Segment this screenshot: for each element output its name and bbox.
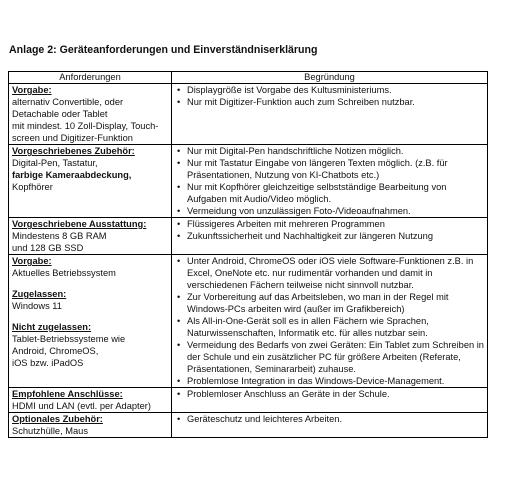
requirement-text: Schutzhülle, Maus xyxy=(12,426,88,436)
reason-cell xyxy=(172,218,488,255)
table-row-zubehoer xyxy=(9,145,488,218)
requirement-heading: Vorgabe: xyxy=(12,256,52,266)
requirement-text: alternativ Convertible, oder xyxy=(12,97,124,107)
requirement-text: Tablet-Betriebssysteme wie xyxy=(12,334,126,344)
requirement-cell xyxy=(9,84,172,145)
reason-cell xyxy=(172,413,488,438)
requirement-text: Aktuelles Betriebssystem xyxy=(12,268,116,278)
reason-list xyxy=(175,255,484,387)
requirement-cell xyxy=(9,145,172,218)
reason-list xyxy=(175,413,484,425)
reason-item: • Flüssigeres Arbeiten mit mehreren Programmen xyxy=(187,218,484,230)
table-row-ausstattung xyxy=(9,218,488,255)
requirement-text: screen und Digitizer-Funktion xyxy=(12,133,133,143)
requirement-cell xyxy=(9,413,172,438)
requirement-heading: Vorgeschriebenes Zubehör: xyxy=(12,146,135,156)
requirement-heading: Zugelassen: xyxy=(12,289,67,299)
reason-item: • Geräteschutz und leichteres Arbeiten. xyxy=(187,413,484,425)
requirement-heading: Vorgeschriebene Ausstattung: xyxy=(12,219,147,229)
requirement-text: mit mindest. 10 Zoll-Display, Touch- xyxy=(12,121,159,131)
requirement-heading: Empfohlene Anschlüsse: xyxy=(12,389,123,399)
requirement-text: iOS bzw. iPadOS xyxy=(12,358,84,368)
requirement-cell xyxy=(9,218,172,255)
requirement-heading: Vorgabe: xyxy=(12,85,52,95)
reason-list xyxy=(175,145,484,217)
requirement-heading: Nicht zugelassen: xyxy=(12,322,92,332)
requirement-text: und 128 GB SSD xyxy=(12,243,84,253)
table-row-optional xyxy=(9,413,488,438)
requirement-text: Windows 11 xyxy=(12,301,62,311)
reason-item: • Als All-in-One-Gerät soll es in allen Fächern wie Sprachen, Naturwissenschaften, Informatik etc. für alles nutzbar sein. xyxy=(187,315,484,339)
reason-list xyxy=(175,388,484,400)
table-row-geraet xyxy=(9,84,488,145)
reason-list xyxy=(175,218,484,242)
reason-cell xyxy=(172,388,488,413)
requirement-text-bold: farbige Kameraabdeckung, xyxy=(12,170,132,180)
requirement-text: Detachable oder Tablet xyxy=(12,109,108,119)
reason-item: • Displaygröße ist Vorgabe des Kultusministeriums. xyxy=(187,84,484,96)
reason-list xyxy=(175,84,484,108)
requirement-text: Android, ChromeOS, xyxy=(12,346,99,356)
table-row-betriebssystem xyxy=(9,255,488,388)
requirement-cell xyxy=(9,388,172,413)
requirement-text: Mindestens 8 GB RAM xyxy=(12,231,107,241)
reason-item: • Unter Android, ChromeOS oder iOS viele Software-Funktionen z.B. in Excel, OneNote etc. nur rudimentär vorhanden und damit in verschiedenen Fächern teilweise nicht sinnvoll nutzbar. xyxy=(187,255,484,291)
reason-cell xyxy=(172,145,488,218)
reason-item: • Nur mit Kopfhörer gleichzeitige selbstständige Bearbeitung von Aufgaben mit Audio/Video möglich. xyxy=(187,181,484,205)
table-row-anschluesse xyxy=(9,388,488,413)
reason-cell xyxy=(172,84,488,145)
reason-item: • Vermeidung des Bedarfs von zwei Geräten: Ein Tablet zum Schreiben in der Schule und ein zusätzlicher PC für größere Arbeiten (Referate, Präsentationen, Seminararbeit) zuhause. xyxy=(187,339,484,375)
requirements-table xyxy=(8,71,488,438)
requirement-text: HDMI und LAN (evtl. per Adapter) xyxy=(12,401,151,411)
reason-item: • Nur mit Digital-Pen handschriftliche Notizen möglich. xyxy=(187,145,484,157)
table-header-row xyxy=(9,72,488,84)
reason-item: • Nur mit Digitizer-Funktion auch zum Schreiben nutzbar. xyxy=(187,96,484,108)
header-begruendung: Begründung xyxy=(172,72,488,84)
reason-cell xyxy=(172,255,488,388)
reason-item: • Vermeidung von unzulässigen Foto-/Videoaufnahmen. xyxy=(187,205,484,217)
requirement-text: Kopfhörer xyxy=(12,182,53,192)
reason-item: • Nur mit Tastatur Eingabe von längeren Texten möglich. (z.B. für Präsentationen, Nutzung von KI-Chatbots etc.) xyxy=(187,157,484,181)
header-anforderungen: Anforderungen xyxy=(9,72,172,84)
reason-item: • Problemloser Anschluss an Geräte in der Schule. xyxy=(187,388,484,400)
requirement-heading: Optionales Zubehör: xyxy=(12,414,103,424)
reason-item: • Zukunftssicherheit und Nachhaltigkeit zur längeren Nutzung xyxy=(187,230,484,242)
requirement-cell xyxy=(9,255,172,388)
reason-item: • Problemlose Integration in das Windows-Device-Management. xyxy=(187,375,484,387)
requirement-text: Digital-Pen, Tastatur, xyxy=(12,158,98,168)
page-title: Anlage 2: Geräteanforderungen und Einverständniserklärung xyxy=(9,44,318,56)
reason-item: • Zur Vorbereitung auf das Arbeitsleben, wo man in der Regel mit Windows-PCs arbeiten wird (außer im Grafikbereich) xyxy=(187,291,484,315)
